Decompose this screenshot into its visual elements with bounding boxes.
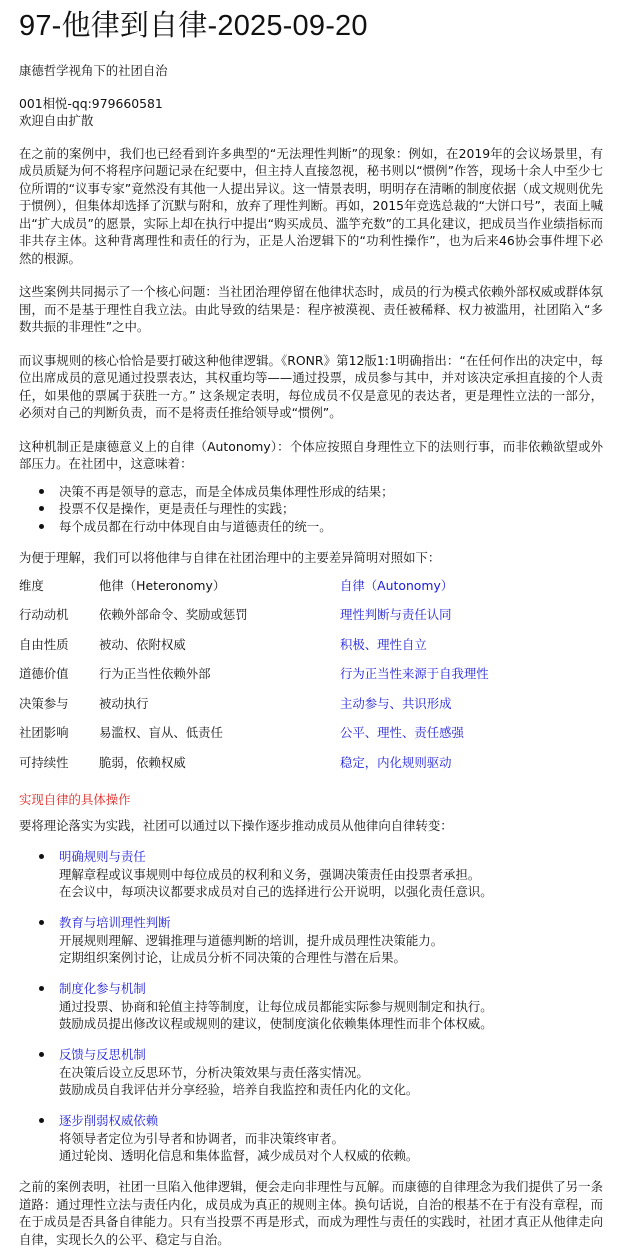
subtitle: 康德哲学视角下的社团自治 <box>19 63 168 78</box>
operation-line: 理解章程或议事规则中每位成员的权利和义务，强调决策责任由投票者承担。 <box>59 866 481 882</box>
comparison-table <box>19 577 603 784</box>
operation-title: 制度化参与机制 <box>59 981 146 996</box>
bullet-icon <box>39 854 44 859</box>
table-header-row <box>19 577 603 607</box>
bullet-icon <box>39 986 44 991</box>
table-row <box>19 665 603 695</box>
paragraph-ronr: 而议事规则的核心恰恰是要打破这种他律逻辑。《RONR》第12版1:1明确指出：“在任何作出的决定中，每位出席成员的意见通过投票表达，其权重均等——通过投票，成员参与其中，并对该决定承担直接的个人责任，如果他的票属于获胜一方。” 这条规定表明，每位成员不仅是意见的表达者，更是理性立法的一部分，必须对自己的判断负责，而不是将责任推给领导或“惯例”。 <box>19 352 603 420</box>
bullet-icon <box>39 506 44 511</box>
table-cell: 稳定，内化规则驱动 <box>340 754 452 770</box>
operation-title: 逐步削弱权威依赖 <box>59 1113 159 1128</box>
paragraph-autonomy: 这种机制正是康德意义上的自律（Autonomy）：个体应按照自身理性立下的法则行事，而非依赖欲望或外部压力。在社团中，这意味着： <box>19 438 603 471</box>
operation-line: 鼓励成员提出修改议程或规则的建议，使制度演化依赖集体理性而非个体权威。 <box>59 1016 493 1031</box>
table-cell: 依赖外部命令、奖励或惩罚 <box>99 607 248 622</box>
meta-block <box>19 95 603 130</box>
table-cell: 脆弱，依赖权威 <box>99 754 186 770</box>
list-item <box>19 1046 603 1099</box>
list-item: 决策不再是领导的意志，而是全体成员集体理性形成的结果； <box>19 483 603 501</box>
operation-line: 定期组织案例讨论，让成员分析不同决策的合理性与潜在后果。 <box>59 950 406 965</box>
bullet-icon <box>39 489 44 494</box>
table-cell: 可持续性 <box>19 754 69 770</box>
author-contact: 001相悦-qq:979660581 <box>19 95 163 111</box>
list-item: 投票不仅是操作，更是责任与理性的实践； <box>19 500 603 518</box>
table-cell: 公平、理性、责任感强 <box>340 725 464 740</box>
table-cell: 主动参与、共识形成 <box>340 695 452 711</box>
list-item <box>19 914 603 967</box>
operation-line: 将领导者定位为引导者和协调者，而非决策终审者。 <box>59 1130 344 1146</box>
table-cell: 决策参与 <box>19 695 69 711</box>
table-cell: 理性判断与责任认同 <box>340 607 452 622</box>
page-title: 97-他律到自律-2025-09-20 <box>19 10 368 42</box>
table-cell: 行为正当性依赖外部 <box>99 666 211 681</box>
paragraph-cases: 在之前的案例中，我们也已经看到许多典型的“无法理性判断”的现象：例如，在2019年的会议场景里，有成员质疑为何不将程序问题记录在纪要中，但主持人直接忽视，秘书则以“惯例”作答，现场十余人中至少七位所谓的“议事专家”竟然没有其他一人提出异议。这一情景表明，明明存在清晰的制度依据（成文规则优先于惯例），但集体却选择了沉默与附和，放弃了理性判断。再如，2015年竞选总裁的“大饼口号”，表面上喊出“扩大成员”的愿景，实际上却在执行中提出“购买成员、滥竽充数”的工具化建议，把成员当作业绩指标而非共存主体。这种背离理性和责任的行为，正是人治逻辑下的“功利性操作”，也为后来46协会事件埋下必然的根源。 <box>19 145 603 266</box>
table-cell: 社团影响 <box>19 725 69 740</box>
table-cell: 自律（Autonomy） <box>340 577 454 593</box>
list-item: 每个成员都在行动中体现自由与道德责任的统一。 <box>19 518 603 536</box>
table-cell: 他律（Heteronomy） <box>99 577 226 593</box>
operation-line: 在决策后设立反思环节，分析决策效果与责任落实情况。 <box>59 1064 369 1080</box>
bullet-icon <box>39 1052 44 1057</box>
operation-line: 在会议中，每项决议都要求成员对自己的选择进行公开说明，以强化责任意识。 <box>59 884 493 899</box>
paragraph-conclusion: 之前的案例表明，社团一旦陷入他律逻辑，便会走向非理性与瓦解。而康德的自律理念为我们提供了另一条道路：通过理性立法与责任内化，成员成为真正的规则主体。换句话说，自治的根基不在于有没有章程，而在于成员是否具备自律能力。只有当投票不再是形式，而成为理性与责任的实践时，社团才真正从他律走向自律，实现长久的公平、稳定与自治。 <box>19 1179 603 1247</box>
table-row <box>19 724 603 754</box>
bullet-list <box>19 483 603 536</box>
operation-line: 通过轮岗、透明化信息和集体监督，减少成员对个人权威的依赖。 <box>59 1148 419 1163</box>
operation-line: 开展规则理解、逻辑推理与道德判断的培训，提升成员理性决策能力。 <box>59 932 444 948</box>
bullet-icon <box>39 920 44 925</box>
bullet-icon <box>39 1118 44 1123</box>
list-item <box>19 980 603 1033</box>
list-item <box>19 1112 603 1165</box>
table-cell: 积极、理性自立 <box>340 636 427 652</box>
distribution-note: 欢迎自由扩散 <box>19 113 94 128</box>
table-cell: 维度 <box>19 577 44 593</box>
operation-title: 教育与培训理性判断 <box>59 915 171 930</box>
section-title: 实现自律的具体操作 <box>19 792 131 807</box>
operation-line: 通过投票、协商和轮值主持等制度，让每位成员都能实际参与规则制定和执行。 <box>59 998 493 1014</box>
table-cell: 被动执行 <box>99 695 149 711</box>
table-cell: 行为正当性来源于自我理性 <box>340 666 489 681</box>
table-cell: 被动、依附权威 <box>99 636 186 652</box>
table-cell: 自由性质 <box>19 636 69 652</box>
table-cell: 行动动机 <box>19 607 69 622</box>
table-cell: 易滥权、盲从、低责任 <box>99 725 223 740</box>
operation-title: 反馈与反思机制 <box>59 1047 146 1062</box>
table-row <box>19 636 603 666</box>
table-row <box>19 695 603 725</box>
table-row <box>19 606 603 636</box>
operation-title: 明确规则与责任 <box>59 849 146 864</box>
operation-line: 鼓励成员自我评估并分享经验，培养自我监控和责任内化的文化。 <box>59 1082 419 1097</box>
bullet-icon <box>39 524 44 529</box>
table-row <box>19 754 603 784</box>
list-item <box>19 848 603 901</box>
section-intro: 要将理论落实为实践，社团可以通过以下操作逐步推动成员从他律向自律转变： <box>19 817 453 833</box>
comparison-intro: 为便于理解，我们可以将他律与自律在社团治理中的主要差异简明对照如下： <box>19 550 441 565</box>
paragraph-core-problem: 这些案例共同揭示了一个核心问题：当社团治理停留在他律状态时，成员的行为模式依赖外部权威或群体氛围，而不是基于理性自我立法。由此导致的结果是：程序被漠视、责任被稀释、权力被滥用，社团陷入“多数共振的非理性”之中。 <box>19 284 603 334</box>
table-cell: 道德价值 <box>19 666 69 681</box>
